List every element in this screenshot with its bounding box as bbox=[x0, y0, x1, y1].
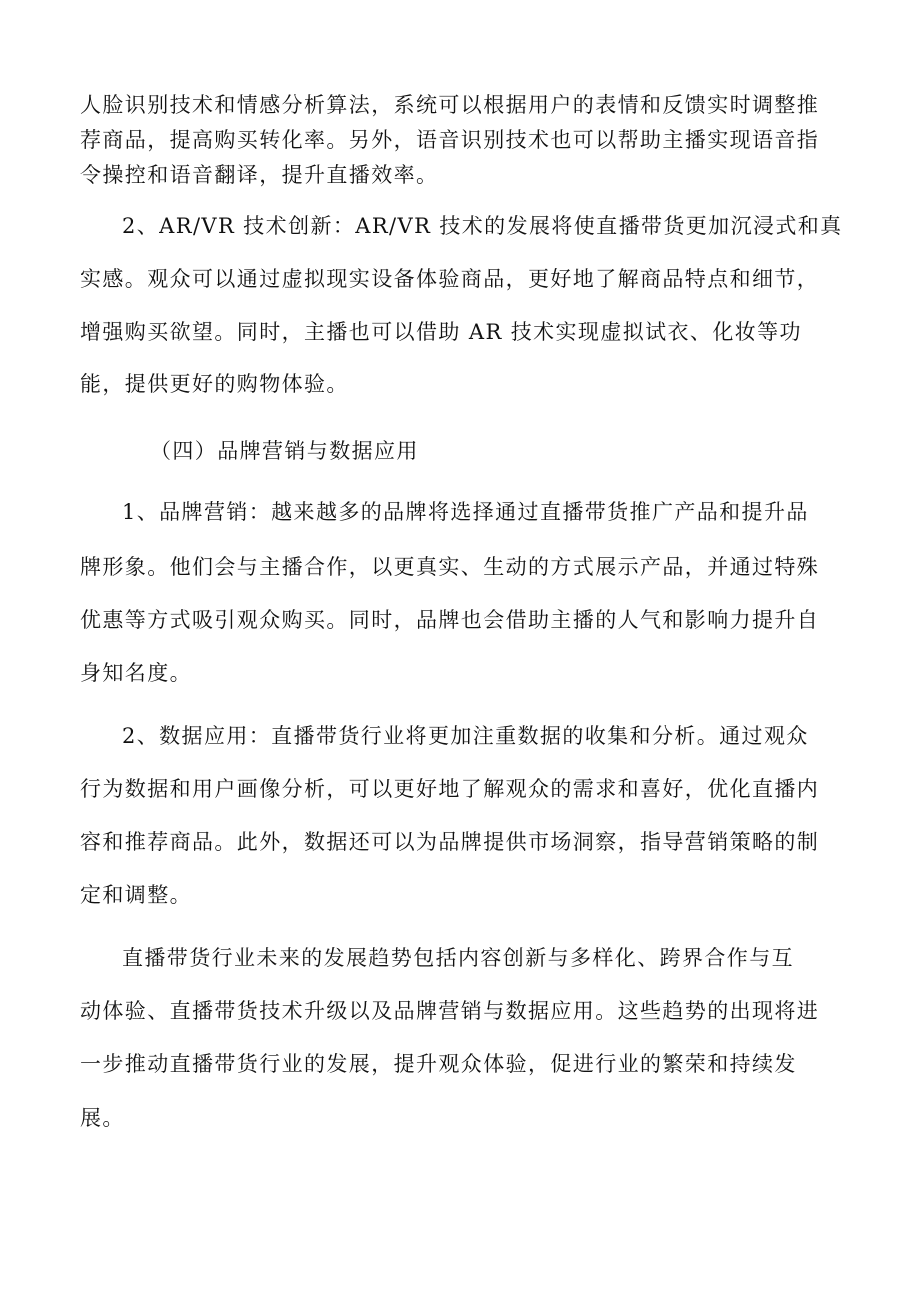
paragraph-4-line-2: 行为数据和用户画像分析，可以更好地了解观众的需求和喜好，优化直播内 bbox=[80, 777, 820, 801]
paragraph-1-line-1: 人脸识别技术和情感分析算法，系统可以根据用户的表情和反馈实时调整推 bbox=[80, 93, 820, 117]
paragraph-3-line-1: 1、品牌营销：越来越多的品牌将选择通过直播带货推广产品和提升品 bbox=[122, 500, 809, 524]
paragraph-4-line-1: 2、数据应用：直播带货行业将更加注重数据的收集和分析。通过观众 bbox=[122, 724, 809, 748]
paragraph-5-line-1: 直播带货行业未来的发展趋势包括内容创新与多样化、跨界合作与互 bbox=[122, 946, 794, 970]
paragraph-5-line-4: 展。 bbox=[80, 1106, 125, 1130]
paragraph-1-line-2: 荐商品，提高购买转化率。另外，语音识别技术也可以帮助主播实现语音指 bbox=[80, 128, 820, 152]
paragraph-3-line-3: 优惠等方式吸引观众购买。同时，品牌也会借助主播的人气和影响力提升自 bbox=[80, 608, 820, 632]
paragraph-2-line-1: 2、AR/VR 技术创新：AR/VR 技术的发展将使直播带货更加沉浸式和真 bbox=[122, 214, 843, 238]
paragraph-4-line-4: 定和调整。 bbox=[80, 883, 192, 907]
paragraph-5-line-2: 动体验、直播带货技术升级以及品牌营销与数据应用。这些趋势的出现将进 bbox=[80, 999, 820, 1023]
paragraph-2-line-2: 实感。观众可以通过虚拟现实设备体验商品，更好地了解商品特点和细节， bbox=[80, 267, 820, 291]
paragraph-3-line-4: 身知名度。 bbox=[80, 661, 192, 685]
paragraph-5-line-3: 一步推动直播带货行业的发展，提升观众体验，促进行业的繁荣和持续发 bbox=[80, 1052, 797, 1076]
paragraph-2-line-3: 增强购买欲望。同时，主播也可以借助 AR 技术实现虚拟试衣、化妆等功 bbox=[80, 320, 802, 344]
paragraph-2-line-4: 能，提供更好的购物体验。 bbox=[80, 372, 349, 396]
paragraph-1-line-3: 令操控和语音翻译，提升直播效率。 bbox=[80, 163, 439, 187]
paragraph-4-line-3: 容和推荐商品。此外，数据还可以为品牌提供市场洞察，指导营销策略的制 bbox=[80, 830, 820, 854]
section-heading: （四）品牌营销与数据应用 bbox=[150, 439, 419, 463]
paragraph-3-line-2: 牌形象。他们会与主播合作，以更真实、生动的方式展示产品，并通过特殊 bbox=[80, 555, 820, 579]
